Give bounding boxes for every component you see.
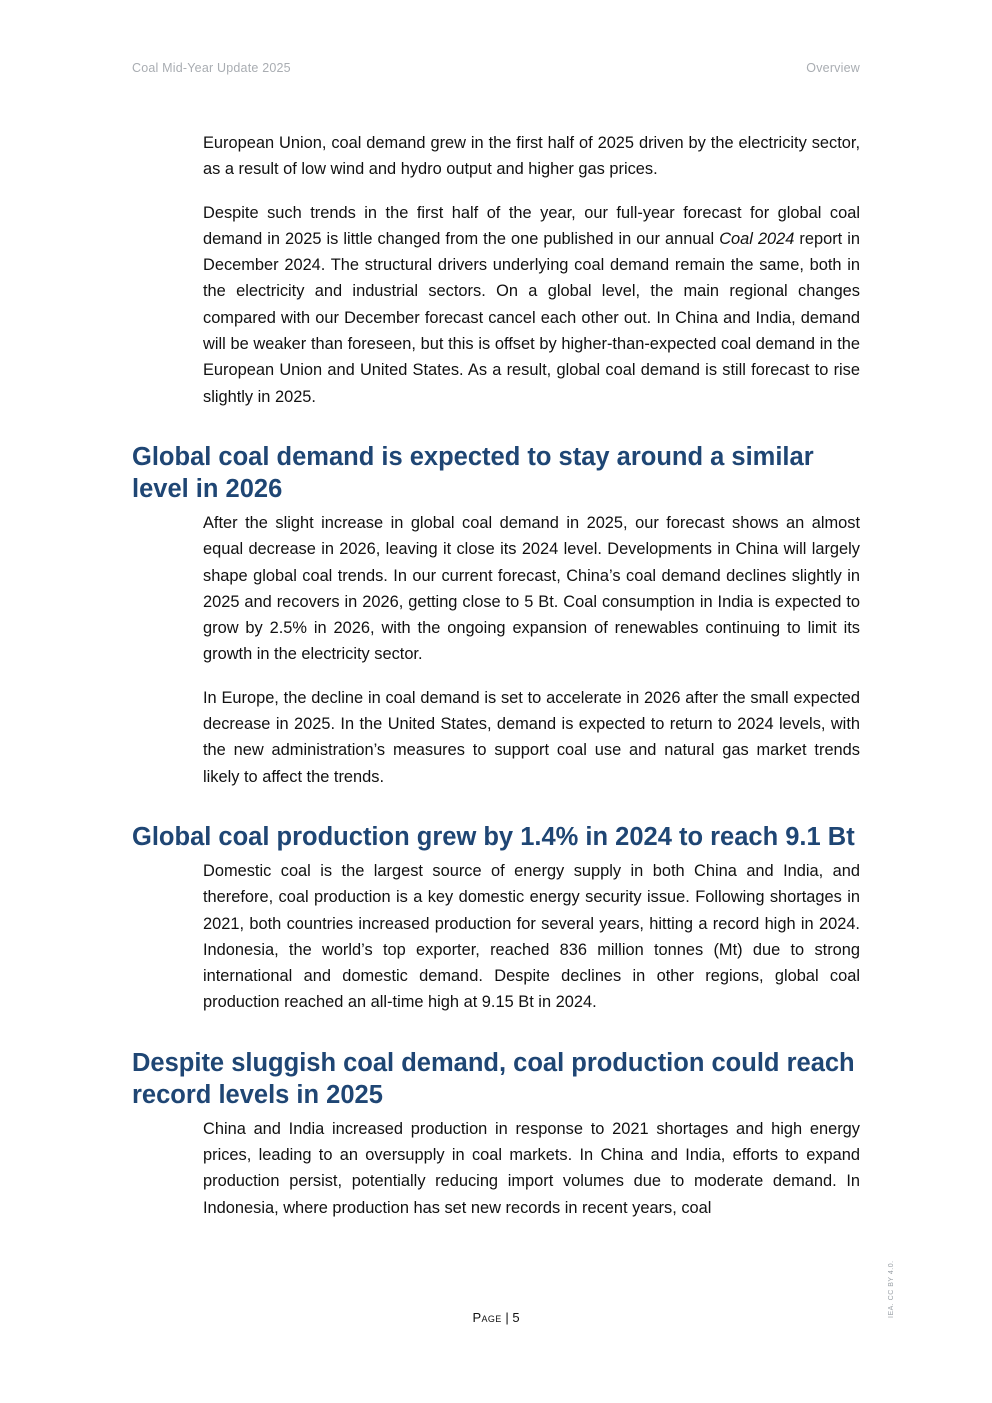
report-title: Coal Mid-Year Update 2025 bbox=[132, 61, 291, 75]
page-label: Page bbox=[472, 1310, 502, 1325]
paragraph-production-2024: Domestic coal is the largest source of energy supply in both China and India, and therefore, coal production is a key domestic energy security issue. Following shortages in 2021, both countries increased production for several years, hitting a record high in 2024. Indonesia, the world’s top exporter, reached 836 million tonnes (Mt) due to strong international and domestic demand. Despite declines in other regions, global coal production reached an all-time high at 9.15 Bt in 2024. bbox=[203, 861, 860, 1012]
paragraph-eu-demand: European Union, coal demand grew in the first half of 2025 driven by the electricity sector, as a result of low wind and hydro output and higher gas prices. bbox=[203, 134, 860, 179]
heading-production-2025: Despite sluggish coal demand, coal production could reach record levels in 2025 bbox=[132, 1048, 855, 1109]
paragraph-text: report in December 2024. The structural drivers underlying coal demand remain the same, both in the electricity and industrial sectors. On a global level, the main regional changes compared with our December forecast cancel each other out. In China and India, demand will be weaker than foreseen, but this is offset by higher-than-expected coal demand in the European Union and United States. As a result, global coal demand is still forecast to rise slightly in 2025. bbox=[203, 229, 861, 406]
license-note: IEA. CC BY 4.0. bbox=[888, 1260, 895, 1318]
paragraph-production-2025: China and India increased production in response to 2021 shortages and high energy prices, leading to an oversupply in coal markets. In China and India, efforts to expand production persist, potentially reducing import volumes due to moderate demand. In Indonesia, where production has set new records in recent years, coal bbox=[203, 1119, 860, 1217]
page-footer bbox=[0, 1310, 992, 1325]
paragraph-text: Despite such trends in the first half of the year, our full-year forecast for global coal demand in 2025 is little changed from the one published in our annual bbox=[203, 203, 860, 248]
page-number: 5 bbox=[512, 1310, 520, 1325]
page-content bbox=[132, 130, 860, 1238]
heading-demand-2026: Global coal demand is expected to stay around a similar level in 2026 bbox=[132, 442, 814, 503]
page-separator: | bbox=[501, 1310, 513, 1325]
report-citation: Coal 2024 bbox=[719, 229, 795, 248]
heading-production-2024: Global coal production grew by 1.4% in 2024 to reach 9.1 Bt bbox=[132, 822, 855, 851]
section-name: Overview bbox=[806, 61, 860, 75]
paragraph-full-year-forecast bbox=[203, 200, 860, 410]
paragraph-demand-2026: After the slight increase in global coal demand in 2025, our forecast shows an almost equal decrease in 2026, leaving it close its 2024 level. Developments in China will largely shape global coal trends. In our current forecast, China’s coal demand declines slightly in 2025 and recovers in 2026, getting close to 5 Bt. Coal consumption in India is expected to grow by 2.5% in 2026, with the ongoing expansion of renewables continuing to limit its growth in the electricity sector. bbox=[203, 513, 860, 664]
paragraph-europe-us: In Europe, the decline in coal demand is set to accelerate in 2026 after the small expected decrease in 2025. In the United States, demand is expected to return to 2024 levels, with the new administration’s measures to support coal use and natural gas market trends likely to affect the trends. bbox=[203, 688, 860, 786]
